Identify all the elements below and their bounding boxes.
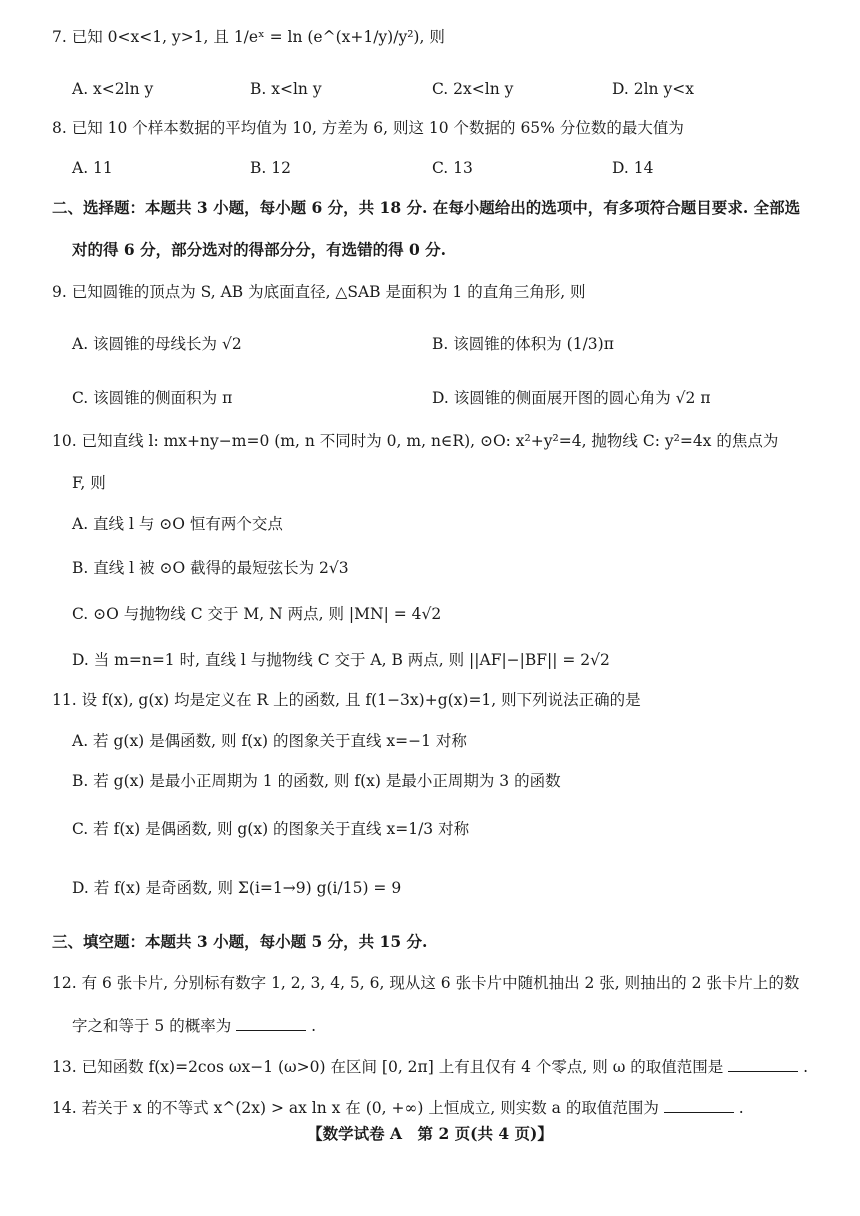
section-2-heading-cont: 对的得 6 分，部分选对的得部分分，有选错的得 0 分.: [72, 240, 447, 259]
question-10-option-b: B. 直线 l 被 ⊙O 截得的最短弦长为 2√3: [72, 559, 349, 577]
question-9-stem: 9. 已知圆锥的顶点为 S, AB 为底面直径, △SAB 是面积为 1 的直角三角形, 则: [52, 283, 586, 301]
question-7-option-c: C. 2x<ln y: [432, 80, 514, 98]
question-8-option-c: C. 13: [432, 159, 473, 177]
question-10-stem-cont: F, 则: [72, 474, 106, 492]
question-12-text: 字之和等于 5 的概率为: [72, 1017, 232, 1035]
question-14-text: 14. 若关于 x 的不等式 x^(2x) > ax ln x 在 (0, +∞) 上恒成立, 则实数 a 的取值范围为: [52, 1099, 659, 1117]
question-10-stem: 10. 已知直线 l: mx+ny−m=0 (m, n 不同时为 0, m, n∈R), ⊙O: x²+y²=4, 抛物线 C: y²=4x 的焦点为: [52, 432, 779, 450]
question-13-stem: [52, 1055, 808, 1078]
question-13-period: .: [803, 1058, 809, 1076]
question-9-option-c: C. 该圆锥的侧面积为 π: [72, 389, 233, 407]
question-12-period: .: [311, 1017, 317, 1035]
question-11-stem: 11. 设 f(x), g(x) 均是定义在 R 上的函数, 且 f(1−3x)+g(x)=1, 则下列说法正确的是: [52, 691, 641, 709]
question-12-stem: 12. 有 6 张卡片, 分别标有数字 1, 2, 3, 4, 5, 6, 现从这 6 张卡片中随机抽出 2 张, 则抽出的 2 张卡片上的数: [52, 974, 800, 992]
question-13-text: 13. 已知函数 f(x)=2cos ωx−1 (ω>0) 在区间 [0, 2π] 上有且仅有 4 个零点, 则 ω 的取值范围是: [52, 1058, 724, 1076]
question-11-option-b: B. 若 g(x) 是最小正周期为 1 的函数, 则 f(x) 是最小正周期为 3 的函数: [72, 772, 561, 790]
answer-blank-12[interactable]: [236, 1014, 306, 1031]
question-14-period: .: [738, 1099, 744, 1117]
question-11-option-d: D. 若 f(x) 是奇函数, 则 Σ(i=1→9) g(i/15) = 9: [72, 879, 402, 897]
question-8-option-d: D. 14: [612, 159, 654, 177]
question-8-option-b: B. 12: [250, 159, 291, 177]
question-7-option-d: D. 2ln y<x: [612, 80, 694, 98]
question-8-option-a: A. 11: [72, 159, 113, 177]
question-9-option-d: D. 该圆锥的侧面展开图的圆心角为 √2 π: [432, 389, 711, 407]
page-footer: 【数学试卷 A 第 2 页(共 4 页)】: [307, 1124, 553, 1143]
question-10-option-d: D. 当 m=n=1 时, 直线 l 与抛物线 C 交于 A, B 两点, 则 ||AF|−|BF|| = 2√2: [72, 651, 610, 669]
question-7-option-b: B. x<ln y: [250, 80, 322, 98]
question-11-option-c: C. 若 f(x) 是偶函数, 则 g(x) 的图象关于直线 x=1/3 对称: [72, 820, 470, 838]
question-9-option-a: A. 该圆锥的母线长为 √2: [72, 335, 242, 353]
question-10-option-a: A. 直线 l 与 ⊙O 恒有两个交点: [72, 515, 283, 533]
question-8-stem: 8. 已知 10 个样本数据的平均值为 10, 方差为 6, 则这 10 个数据的 65% 分位数的最大值为: [52, 119, 684, 137]
answer-blank-14[interactable]: [664, 1096, 734, 1113]
section-3-heading: 三、填空题：本题共 3 小题，每小题 5 分，共 15 分.: [52, 932, 428, 951]
question-9-option-b: B. 该圆锥的体积为 (1/3)π: [432, 335, 614, 353]
question-7-option-a: A. x<2ln y: [72, 80, 154, 98]
question-7-stem: 7. 已知 0<x<1, y>1, 且 1/eˣ = ln (e^(x+1/y)/y²), 则: [52, 28, 445, 46]
question-11-option-a: A. 若 g(x) 是偶函数, 则 f(x) 的图象关于直线 x=−1 对称: [72, 732, 467, 750]
section-2-heading: 二、选择题：本题共 3 小题，每小题 6 分，共 18 分. 在每小题给出的选项中，有多项符合题目要求. 全部选: [52, 198, 801, 217]
answer-blank-13[interactable]: [728, 1055, 798, 1072]
question-12-stem-cont: [72, 1014, 316, 1037]
question-14-stem: [52, 1096, 744, 1119]
question-10-option-c: C. ⊙O 与抛物线 C 交于 M, N 两点, 则 |MN| = 4√2: [72, 605, 442, 623]
